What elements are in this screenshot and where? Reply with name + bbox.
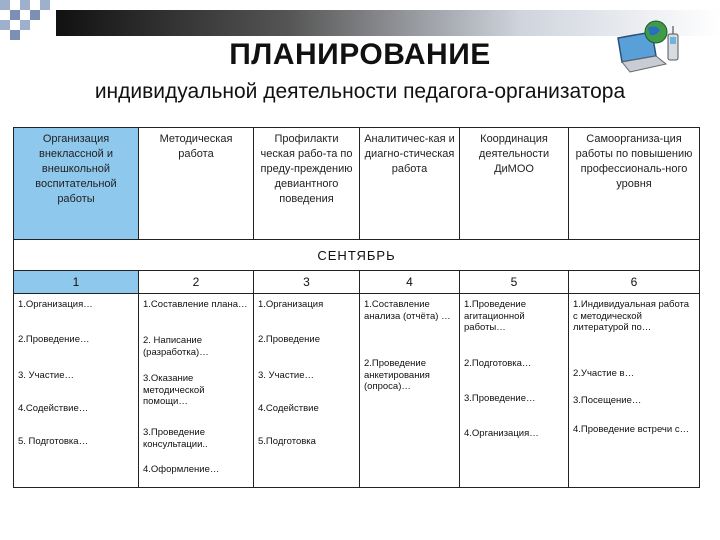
items-row	[14, 294, 700, 488]
list-item: 5.Подготовка	[258, 436, 316, 447]
column-items	[254, 294, 360, 488]
list-item: 2.Проведение анкетирования (опроса)…	[364, 358, 430, 392]
column-items	[14, 294, 139, 488]
header-cell: Профилакти ческая рабо-та по преду-преждению девиантного поведения	[254, 128, 360, 240]
list-item: 4.Содействие	[258, 403, 319, 414]
list-item: 1.Составление плана…	[143, 299, 248, 310]
month-label: СЕНТЯБРЬ	[14, 240, 700, 271]
month-row	[14, 240, 700, 271]
column-items	[360, 294, 460, 488]
column-number: 6	[569, 271, 700, 294]
list-item: 1.Организация…	[18, 299, 93, 310]
header-cell: Координация деятельности ДиМОО	[460, 128, 569, 240]
column-items	[139, 294, 254, 488]
list-item: 1.Проведение агитационной работы…	[464, 299, 526, 333]
list-item: 5. Подготовка…	[18, 436, 89, 447]
column-number: 5	[460, 271, 569, 294]
header-cell: Самоорганиза-ция работы по повышению профессиональ-ного уровня	[569, 128, 700, 240]
column-number: 4	[360, 271, 460, 294]
column-number: 3	[254, 271, 360, 294]
column-items	[460, 294, 569, 488]
list-item: 3. Участие…	[258, 370, 315, 381]
page-title: ПЛАНИРОВАНИЕ	[229, 38, 491, 71]
list-item: 1.Организация	[258, 299, 324, 310]
list-item: 4.Организация…	[464, 428, 539, 439]
list-item: 1.Индивидуальная работа с методической литературой по…	[573, 299, 690, 333]
list-item: 4.Проведение встречи с…	[573, 424, 690, 435]
list-item: 4.Оформление…	[143, 464, 220, 475]
list-item: 3.Проведение консультации..	[143, 427, 208, 450]
header-cell: Методическая работа	[139, 128, 254, 240]
column-number: 2	[139, 271, 254, 294]
list-item: 3.Оказание методической помощи…	[143, 373, 205, 407]
list-item: 4.Содействие…	[18, 403, 89, 414]
laptop-globe-phone-icon	[610, 18, 690, 78]
list-item: 3.Проведение…	[464, 393, 536, 404]
list-item: 1.Составление анализа (отчёта) …	[364, 299, 451, 322]
list-item: 2.Проведение…	[18, 334, 90, 345]
column-items	[569, 294, 700, 488]
list-item: 3. Участие…	[18, 370, 75, 381]
list-item: 2.Подготовка…	[464, 358, 532, 369]
list-item: 2.Участие в…	[573, 368, 635, 379]
table-header-row	[14, 128, 700, 240]
column-number: 1	[14, 271, 139, 294]
number-row	[14, 271, 700, 294]
page-subtitle: индивидуальной деятельности педагога-организатора	[94, 80, 626, 103]
header-cell: Организация внеклассной и внешкольной воспитательной работы	[14, 128, 139, 240]
list-item: 3.Посещение…	[573, 395, 642, 406]
list-item: 2. Написание (разработка)…	[143, 335, 209, 358]
list-item: 2.Проведение	[258, 334, 320, 345]
planning-table	[13, 127, 700, 488]
header-cell: Аналитичес-кая и диагно-стическая работа	[360, 128, 460, 240]
